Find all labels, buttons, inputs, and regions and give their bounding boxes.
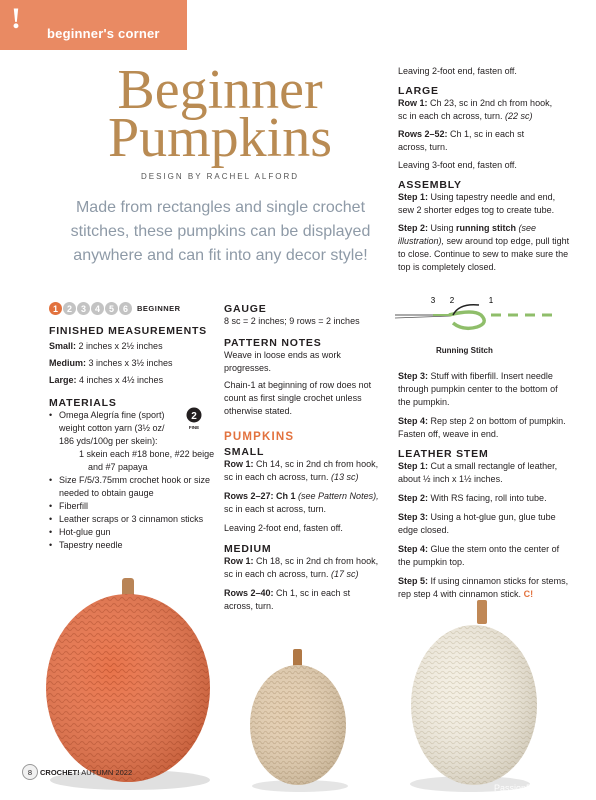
stem-medium bbox=[477, 600, 487, 624]
small-row-1: Row 1: Ch 14, sc in 2nd ch from hook, sc in each ch across, turn. (13 sc) bbox=[224, 459, 379, 482]
gauge-text: 8 sc = 2 inches; 9 rows = 2 inches bbox=[224, 316, 360, 326]
assembly-step-4: Step 4: Rep step 2 on bottom of pumpkin. Fasten off, weave in end. bbox=[398, 416, 566, 439]
medium-row-2: Rows 2–40: Ch 1, sc in each st across, turn. bbox=[224, 588, 351, 611]
finished-measurements: FINISHED MEASUREMENTS Small: 2 inches x 2½ inches Medium: 3 inches x 3½ inches Large: 4 inches x 4½ inches bbox=[49, 325, 219, 387]
yarn-weight-icon bbox=[186, 407, 202, 431]
section-tab bbox=[0, 0, 187, 50]
title-line-2: Pumpkins bbox=[107, 107, 333, 169]
materials-heading: MATERIALS bbox=[49, 397, 117, 409]
stem-heading: LEATHER STEM bbox=[398, 448, 489, 460]
skill-level-4: 4 bbox=[91, 302, 104, 315]
skill-level-3: 3 bbox=[77, 302, 90, 315]
assembly-step-2: Step 2: Using running stitch (see illustration), sew around top edge, pull tight to close. Continue to sew to make sure the top is completely closed. bbox=[398, 223, 570, 272]
small-heading: SMALL bbox=[224, 446, 265, 458]
materials bbox=[49, 397, 229, 552]
large-row-1: Row 1: Ch 23, sc in 2nd ch from hook, sc in each ch across, turn. (22 sc) bbox=[398, 98, 553, 121]
column-3 bbox=[398, 65, 583, 274]
page-number: 8 bbox=[22, 764, 38, 780]
medium-row-1: Row 1: Ch 18, sc in 2nd ch from hook, sc in each ch across, turn. (17 sc) bbox=[224, 556, 379, 579]
stitch-number-3: 3 bbox=[430, 296, 436, 305]
skill-level-1: 1 bbox=[49, 302, 62, 315]
small-end: Leaving 2-foot end, fasten off. bbox=[224, 523, 343, 533]
gauge-heading: GAUGE bbox=[224, 303, 267, 315]
list-item: • Leather scraps or 3 cinnamon sticks bbox=[49, 513, 229, 526]
note-1: Weave in loose ends as work progresses. bbox=[224, 350, 341, 373]
medium-heading: MEDIUM bbox=[224, 543, 272, 555]
list-item: • Omega Alegría fine (sport) weight cotton yarn (3½ oz/ 186 yds/100g per skein): 1 skein each #18 bone, #22 beige and #7 papaya bbox=[49, 409, 229, 474]
skill-level-label: BEGINNER bbox=[137, 304, 181, 313]
stitch-number-2: 2 bbox=[449, 296, 455, 305]
stitch-number-1: 1 bbox=[488, 296, 494, 305]
notes-heading: PATTERN NOTES bbox=[224, 337, 322, 349]
small-row-2: Rows 2–27: Ch 1 (see Pattern Notes), sc in each st across, turn. bbox=[224, 491, 379, 514]
badge-text: FINE bbox=[188, 425, 200, 430]
title-line-1: Beginner bbox=[117, 59, 323, 121]
skill-level-2: 2 bbox=[63, 302, 76, 315]
large-end: Leaving 3-foot end, fasten off. bbox=[398, 160, 517, 170]
pumpkins-photo bbox=[0, 560, 596, 800]
medium-end: Leaving 2-foot end, fasten off. bbox=[398, 66, 517, 76]
list-item: • Hot-glue gun bbox=[49, 526, 229, 539]
exclamation-icon: ! bbox=[11, 2, 21, 35]
skill-level-6: 6 bbox=[119, 302, 132, 315]
running-stitch-illustration bbox=[393, 295, 563, 340]
stem-step-5: Step 5: If using cinnamon sticks for stems, rep step 4 with cinnamon stick. C! bbox=[398, 576, 569, 599]
note-2: Chain-1 at beginning of row does not count as first single crochet unless otherwise stated. bbox=[224, 380, 372, 416]
byline: DESIGN BY RACHEL ALFORD bbox=[140, 172, 300, 181]
assembly-heading: ASSEMBLY bbox=[398, 179, 462, 191]
pumpkins-heading: PUMPKINS bbox=[224, 431, 295, 443]
stem-step-1: Step 1: Cut a small rectangle of leather, about ½ inch x 1½ inches. bbox=[398, 461, 558, 484]
stem-step-3: Step 3: Using a hot-glue gun, glue tube edge closed. bbox=[398, 512, 556, 535]
stem-step-4: Step 4: Glue the stem onto the center of the pumpkin top. bbox=[398, 544, 560, 567]
list-item: • Size F/5/3.75mm crochet hook or size needed to obtain gauge bbox=[49, 474, 229, 500]
list-item: • Tapestry needle bbox=[49, 539, 229, 552]
large-heading: LARGE bbox=[398, 85, 439, 97]
publication: CROCHET! AUTUMN 2022 bbox=[40, 768, 133, 777]
badge-number: 2 bbox=[191, 411, 197, 422]
watermark: PassionForum.ru bbox=[494, 783, 563, 793]
materials-list bbox=[49, 409, 229, 552]
yarn-weight-badge bbox=[186, 407, 202, 431]
stitch-caption: Running Stitch bbox=[436, 346, 493, 355]
stem-step-2: Step 2: With RS facing, roll into tube. bbox=[398, 493, 547, 503]
intro-text: Made from rectangles and single crochet stitches, these pumpkins can be displayed anywhere and can fit into any decor style! bbox=[70, 199, 371, 264]
section-label: beginner's corner bbox=[47, 26, 160, 41]
skill-level-5: 5 bbox=[105, 302, 118, 315]
large-row-2: Rows 2–52: Ch 1, sc in each st across, turn. bbox=[398, 129, 525, 152]
skill-level bbox=[49, 302, 181, 315]
finished-heading: FINISHED MEASUREMENTS bbox=[49, 325, 207, 337]
assembly-step-3: Step 3: Stuff with fiberfill. Insert needle through pumpkin center to the bottom of the pumpkin. bbox=[398, 371, 558, 407]
list-item: • Fiberfill bbox=[49, 500, 229, 513]
assembly-step-1: Step 1: Using tapestry needle and end, sew 2 shorter edges tog to create tube. bbox=[398, 192, 556, 215]
